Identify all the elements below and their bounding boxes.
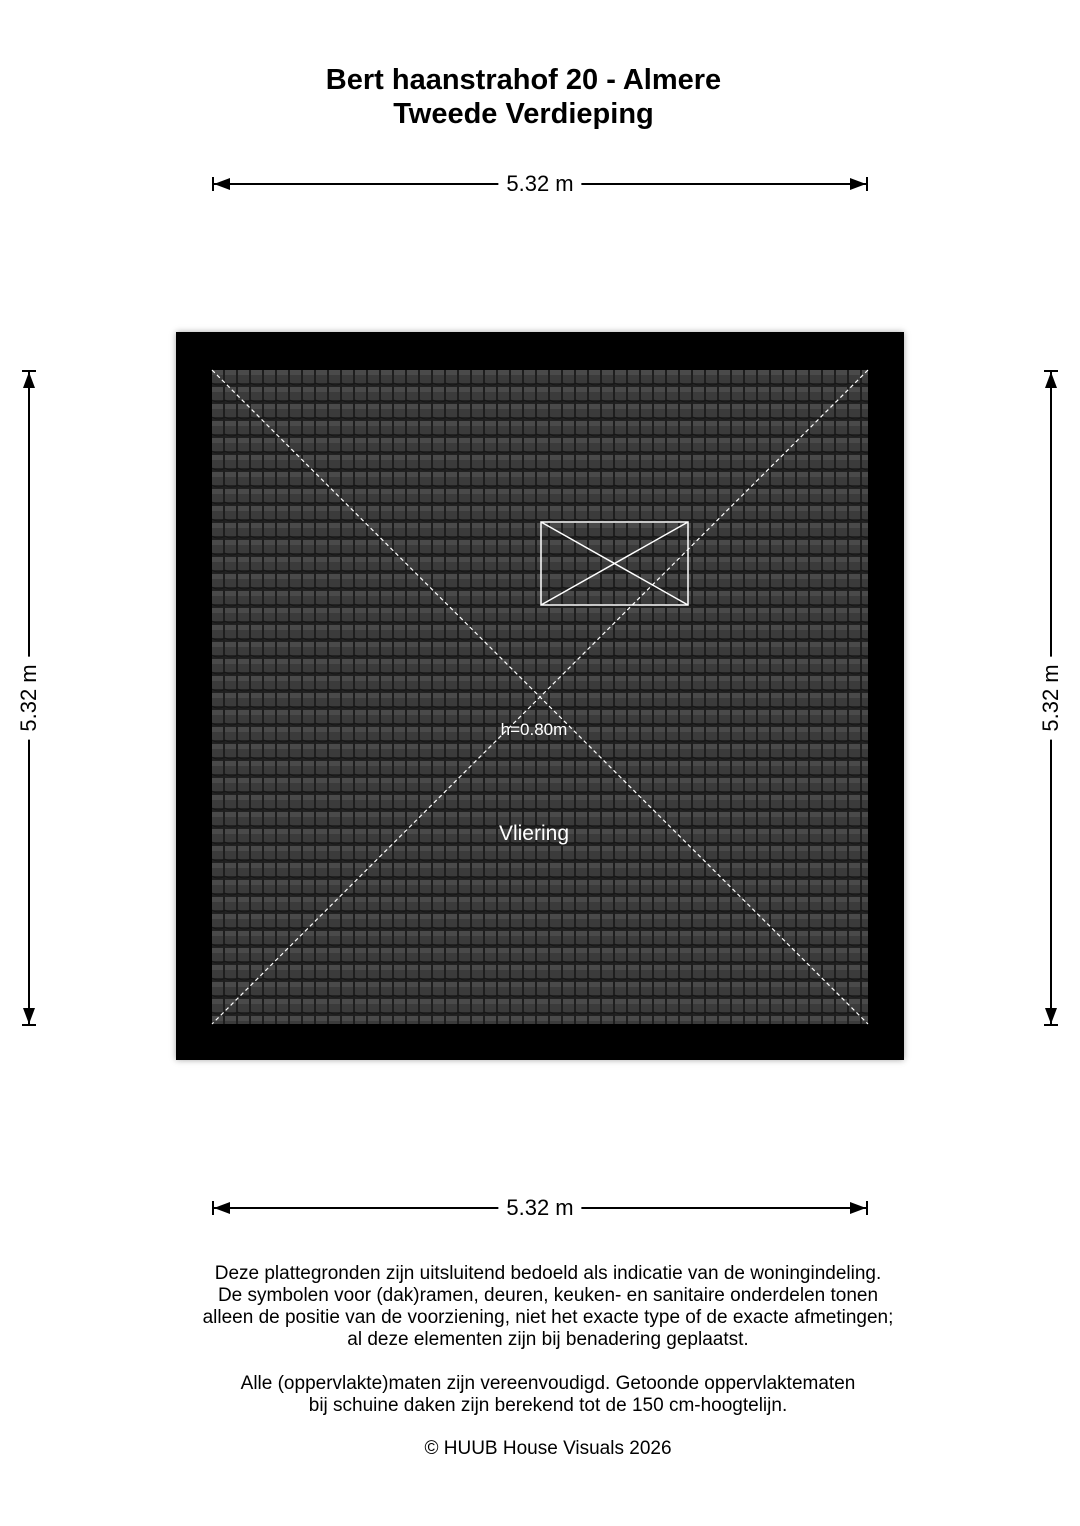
- disclaimer-line: Deze plattegronden zijn uitsluitend bedoeld als indicatie van de woningindeling.: [214, 1263, 882, 1284]
- room-label: Vliering: [498, 822, 570, 845]
- disclaimer-line: al deze elementen zijn bij benadering geplaatst.: [347, 1329, 749, 1350]
- dimension-label: 5.32 m: [14, 656, 44, 739]
- arrow-up-icon: [1045, 372, 1057, 388]
- floor-title: Tweede Verdieping: [393, 98, 654, 130]
- disclaimer-line: De symbolen voor (dak)ramen, deuren, keuken- en sanitaire onderdelen tonen: [217, 1285, 879, 1306]
- arrow-right-icon: [850, 1202, 866, 1214]
- dimension-label: 5.32 m: [498, 1193, 581, 1223]
- disclaimer-line: alleen de positie van de voorziening, niet het exacte type of de exacte afmetingen;: [202, 1307, 894, 1328]
- arrow-down-icon: [23, 1008, 35, 1024]
- arrow-left-icon: [214, 1202, 230, 1214]
- arrow-left-icon: [214, 178, 230, 190]
- dimension-tick: [866, 177, 868, 191]
- floorplan: [176, 332, 904, 1060]
- arrow-right-icon: [850, 178, 866, 190]
- dimension-tick: [866, 1201, 868, 1215]
- arrow-up-icon: [23, 372, 35, 388]
- disclaimer-line: Alle (oppervlakte)maten zijn vereenvoudigd. Getoonde oppervlaktematen: [240, 1373, 856, 1394]
- dimension-tick: [22, 1024, 36, 1026]
- height-label: h=0.80m: [500, 720, 568, 739]
- dimension-top: [212, 169, 868, 199]
- dimension-left: [14, 370, 44, 1026]
- dimension-tick: [1044, 1024, 1058, 1026]
- plan-title: Bert haanstrahof 20 - Almere: [325, 64, 722, 96]
- copyright: © HUUB House Visuals 2026: [424, 1438, 672, 1459]
- arrow-down-icon: [1045, 1008, 1057, 1024]
- disclaimer-line: bij schuine daken zijn berekend tot de 150 cm-hoogtelijn.: [308, 1395, 788, 1416]
- dimension-label: 5.32 m: [1036, 656, 1066, 739]
- dimension-bottom: [212, 1193, 868, 1223]
- dimension-right: [1036, 370, 1066, 1026]
- dimension-label: 5.32 m: [498, 169, 581, 199]
